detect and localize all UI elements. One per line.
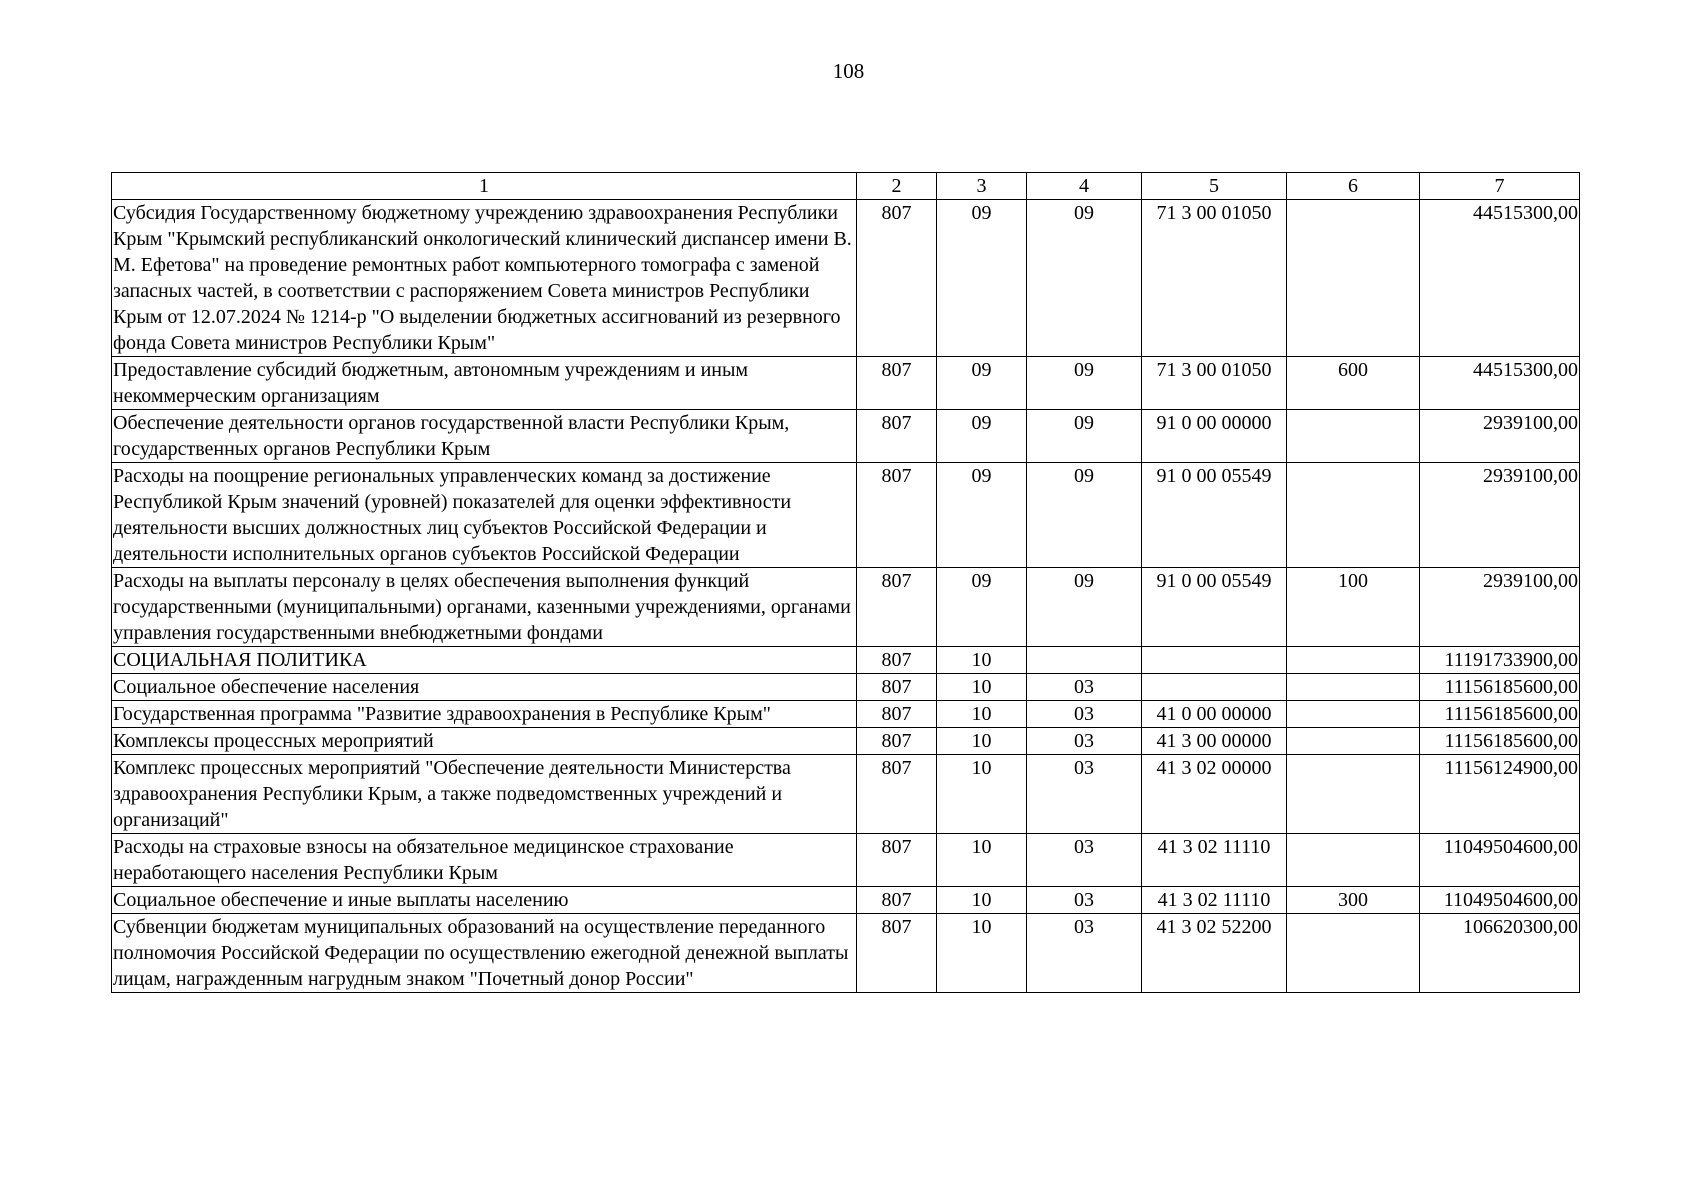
row-name-cell: Субвенции бюджетам муниципальных образований на осуществление переданного полномочия Российской Федерации по осуществлению ежегодной денежной выплаты лицам, награжденным нагрудным знаком "Почетный донор России" — [112, 914, 857, 993]
row-name-cell: Предоставление субсидий бюджетным, автономным учреждениям и иным некоммерческим организациям — [112, 357, 857, 410]
row-name-cell: Комплекс процессных мероприятий "Обеспечение деятельности Министерства здравоохранения Республики Крым, а также подведомственных учреждений и организаций" — [112, 755, 857, 834]
grbs-code-cell: 807 — [857, 200, 937, 357]
grbs-code-cell: 807 — [857, 463, 937, 568]
row-name-cell: Государственная программа "Развитие здравоохранения в Республике Крым" — [112, 701, 857, 728]
page-number: 108 — [832, 59, 865, 83]
section-code-cell: 09 — [937, 568, 1027, 647]
section-code-cell: 09 — [937, 357, 1027, 410]
expense-type-cell: 300 — [1287, 887, 1420, 914]
table-row — [112, 200, 1580, 357]
amount-cell: 44515300,00 — [1420, 357, 1580, 410]
subsection-code-cell: 09 — [1027, 568, 1142, 647]
expense-type-cell — [1287, 410, 1420, 463]
table-row — [112, 568, 1580, 647]
row-name-cell: Расходы на выплаты персоналу в целях обеспечения выполнения функций государственными (муниципальными) органами, казенными учреждениями, органами управления государственными внебюджетными фондами — [112, 568, 857, 647]
budget-table — [111, 172, 1580, 993]
header-cell: 3 — [937, 173, 1027, 200]
table-row — [112, 887, 1580, 914]
expense-type-cell: 100 — [1287, 568, 1420, 647]
amount-cell: 11156185600,00 — [1420, 728, 1580, 755]
section-code-cell: 10 — [937, 914, 1027, 993]
grbs-code-cell: 807 — [857, 674, 937, 701]
table-body — [112, 200, 1580, 993]
amount-cell: 11191733900,00 — [1420, 647, 1580, 674]
table-row — [112, 914, 1580, 993]
header-cell: 2 — [857, 173, 937, 200]
section-code-cell: 09 — [937, 410, 1027, 463]
target-article-cell — [1142, 647, 1287, 674]
target-article-cell: 91 0 00 00000 — [1142, 410, 1287, 463]
section-code-cell: 10 — [937, 887, 1027, 914]
table-row — [112, 728, 1580, 755]
target-article-cell: 41 3 02 11110 — [1142, 887, 1287, 914]
amount-cell: 2939100,00 — [1420, 463, 1580, 568]
grbs-code-cell: 807 — [857, 701, 937, 728]
subsection-code-cell: 09 — [1027, 463, 1142, 568]
subsection-code-cell: 03 — [1027, 834, 1142, 887]
row-name-cell: Социальное обеспечение населения — [112, 674, 857, 701]
grbs-code-cell: 807 — [857, 568, 937, 647]
target-article-cell: 41 0 00 00000 — [1142, 701, 1287, 728]
row-name-cell: Комплексы процессных мероприятий — [112, 728, 857, 755]
expense-type-cell — [1287, 728, 1420, 755]
section-code-cell: 10 — [937, 755, 1027, 834]
expense-type-cell — [1287, 647, 1420, 674]
target-article-cell: 91 0 00 05549 — [1142, 568, 1287, 647]
grbs-code-cell: 807 — [857, 647, 937, 674]
row-name-cell: Обеспечение деятельности органов государственной власти Республики Крым, государственных органов Республики Крым — [112, 410, 857, 463]
row-name-cell: СОЦИАЛЬНАЯ ПОЛИТИКА — [112, 647, 857, 674]
table-row — [112, 410, 1580, 463]
expense-type-cell — [1287, 463, 1420, 568]
expense-type-cell — [1287, 834, 1420, 887]
header-cell: 7 — [1420, 173, 1580, 200]
target-article-cell: 71 3 00 01050 — [1142, 357, 1287, 410]
grbs-code-cell: 807 — [857, 834, 937, 887]
section-code-cell: 09 — [937, 200, 1027, 357]
table-row — [112, 834, 1580, 887]
subsection-code-cell: 09 — [1027, 357, 1142, 410]
expense-type-cell — [1287, 674, 1420, 701]
subsection-code-cell: 03 — [1027, 701, 1142, 728]
amount-cell: 11156185600,00 — [1420, 674, 1580, 701]
row-name-cell: Расходы на поощрение региональных управленческих команд за достижение Республикой Крым значений (уровней) показателей для оценки эффективности деятельности высших должностных лиц субъектов Российской Федерации и деятельности исполнительных органов субъектов Российской Федерации — [112, 463, 857, 568]
subsection-code-cell: 03 — [1027, 674, 1142, 701]
expense-type-cell — [1287, 755, 1420, 834]
subsection-code-cell: 09 — [1027, 410, 1142, 463]
target-article-cell: 41 3 02 52200 — [1142, 914, 1287, 993]
table-row — [112, 701, 1580, 728]
section-code-cell: 09 — [937, 463, 1027, 568]
expense-type-cell: 600 — [1287, 357, 1420, 410]
header-cell: 5 — [1142, 173, 1287, 200]
grbs-code-cell: 807 — [857, 755, 937, 834]
target-article-cell: 41 3 00 00000 — [1142, 728, 1287, 755]
expense-type-cell — [1287, 914, 1420, 993]
amount-cell: 11156185600,00 — [1420, 701, 1580, 728]
expense-type-cell — [1287, 701, 1420, 728]
amount-cell: 106620300,00 — [1420, 914, 1580, 993]
table-row — [112, 357, 1580, 410]
section-code-cell: 10 — [937, 728, 1027, 755]
amount-cell: 2939100,00 — [1420, 410, 1580, 463]
table-row — [112, 674, 1580, 701]
grbs-code-cell: 807 — [857, 410, 937, 463]
amount-cell: 2939100,00 — [1420, 568, 1580, 647]
target-article-cell: 41 3 02 00000 — [1142, 755, 1287, 834]
amount-cell: 44515300,00 — [1420, 200, 1580, 357]
grbs-code-cell: 807 — [857, 728, 937, 755]
section-code-cell: 10 — [937, 701, 1027, 728]
row-name-cell: Субсидия Государственному бюджетному учреждению здравоохранения Республики Крым "Крымский республиканский онкологический клинический диспансер имени В. М. Ефетова" на проведение ремонтных работ компьютерного томографа с заменой запасных частей, в соответствии с распоряжением Совета министров Республики Крым от 12.07.2024 № 1214-р "О выделении бюджетных ассигнований из резервного фонда Совета министров Республики Крым" — [112, 200, 857, 357]
subsection-code-cell: 03 — [1027, 755, 1142, 834]
subsection-code-cell — [1027, 647, 1142, 674]
header-cell: 4 — [1027, 173, 1142, 200]
target-article-cell: 71 3 00 01050 — [1142, 200, 1287, 357]
grbs-code-cell: 807 — [857, 887, 937, 914]
section-code-cell: 10 — [937, 834, 1027, 887]
table-row — [112, 647, 1580, 674]
grbs-code-cell: 807 — [857, 914, 937, 993]
section-code-cell: 10 — [937, 674, 1027, 701]
target-article-cell — [1142, 674, 1287, 701]
table-row — [112, 755, 1580, 834]
section-code-cell: 10 — [937, 647, 1027, 674]
header-cell: 6 — [1287, 173, 1420, 200]
target-article-cell: 41 3 02 11110 — [1142, 834, 1287, 887]
header-row — [112, 173, 1580, 200]
subsection-code-cell: 03 — [1027, 887, 1142, 914]
grbs-code-cell: 807 — [857, 357, 937, 410]
subsection-code-cell: 03 — [1027, 914, 1142, 993]
amount-cell: 11049504600,00 — [1420, 887, 1580, 914]
amount-cell: 11156124900,00 — [1420, 755, 1580, 834]
row-name-cell: Социальное обеспечение и иные выплаты населению — [112, 887, 857, 914]
subsection-code-cell: 09 — [1027, 200, 1142, 357]
table-row — [112, 463, 1580, 568]
amount-cell: 11049504600,00 — [1420, 834, 1580, 887]
row-name-cell: Расходы на страховые взносы на обязательное медицинское страхование неработающего населения Республики Крым — [112, 834, 857, 887]
subsection-code-cell: 03 — [1027, 728, 1142, 755]
target-article-cell: 91 0 00 05549 — [1142, 463, 1287, 568]
header-cell: 1 — [112, 173, 857, 200]
expense-type-cell — [1287, 200, 1420, 357]
